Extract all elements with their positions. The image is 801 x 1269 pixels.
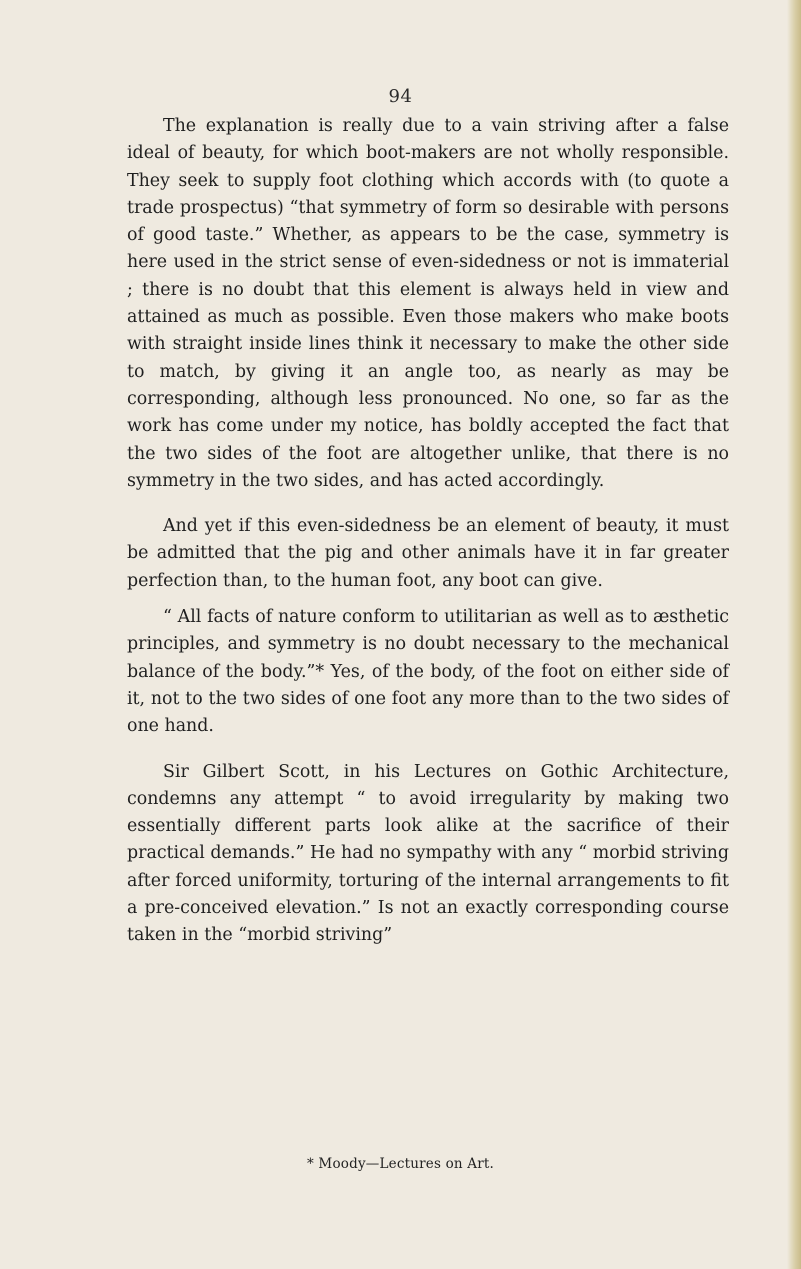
page-edge <box>787 0 801 1269</box>
footnote: * Moody—Lectures on Art. <box>306 1156 495 1172</box>
paragraph-gilbert-scott: Sir Gilbert Scott, in his Lectures on Gothic Architecture, condemns any attempt “ to avoid irregularity by making two essentially different parts look alike at the sacrifice of their practical demands.” He had no sympathy with any “ morbid striving after forced uniformity, torturing of the internal arrangements to fit a pre-conceived elevation.” Is not an exactly corresponding course taken in the “morbid striving” <box>127 761 729 946</box>
body-text <box>127 113 729 968</box>
page-number: 94 <box>388 86 413 107</box>
paragraph-quote-moody: “ All facts of nature conform to utilitarian as well as to æsthetic principles, and symmetry is no doubt necessary to the mechanical balance of the body.”* Yes, of the body, of the foot on either side of it, not to the two sides of one foot any more than to the two sides of one hand. <box>127 607 729 737</box>
paragraph-explanation: The explanation is really due to a vain striving after a false ideal of beauty, for which boot-makers are not wholly responsible. They seek to supply foot clothing which accords with (to quote a trade prospectus) “that symmetry of form so desirable with persons of good taste.” Whether, as appears to be the case, symmetry is here used in the strict sense of even-sidedness or not is immaterial ; there is no doubt that this element is always held in view and attained as much as possible. Even those makers who make boots with straight inside lines think it necessary to make the other side to match, by giving it an angle too, as nearly as may be corresponding, although less pronounced. No one, so far as the work has come under my notice, has boldly accepted the fact that the two sides of the foot are altogether unlike, that there is no symmetry in the two sides, and has acted accordingly. <box>127 116 729 491</box>
paragraph-even-sidedness: And yet if this even-sidedness be an element of beauty, it must be admitted that the pig and other animals have it in far greater perfection than, to the human foot, any boot can give. <box>127 516 729 591</box>
